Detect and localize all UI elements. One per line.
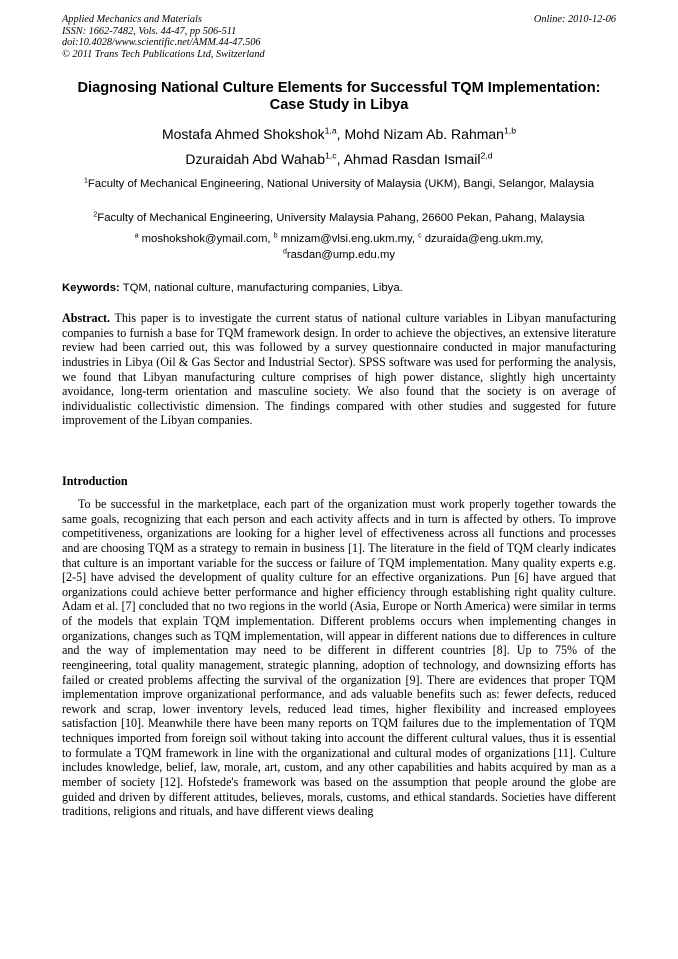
- author-superscript: 2,d: [480, 150, 493, 161]
- email-address: mnizam@vlsi.eng.ukm.my,: [280, 233, 415, 245]
- introduction-paragraph: To be successful in the marketplace, each part of the organization must work properly together towards the same goals, recognizing that each person and each activity affects and in turn is affected by others. To improve competitiveness, organizations are looking for a higher level of effectiveness across all functions and processes and are choosing TQM as a strategy to remain in business [1]. The literature in the field of TQM clearly indicates that culture is an important variable for the success or failure of TQM implementation. Many quality experts e.g. [2-5] have advised the development of quality culture for an effective organizations. Pun [6] have argued that organizations could achieve better performance and higher efficiency through establishing right quality culture. Adam et al. [7] concluded that no two regions in the world (Asia, Europe or North America) were similar in terms of the models that explain TQM implementation. Different problems occurs when implementing changes in organizations, changes such as TQM implementation, will appear in different nations due to differences in culture and the way of implementation may need to be different in different countries [8]. Up to 75% of the reengineering, total quality management, strategic planning, adoption of technology, and downsizing efforts has failed or created problems affecting the survival of the organization [9]. There are evidences that proper TQM implementation improve organizational performance, and ads valuable benefits such as: fewer defects, reduced rework and scrap, lower inventory levels, reduced lead times, higher flexibility and increased employees satisfaction [10]. Meanwhile there have been many reports on TQM failures due to the implementation of TQM techniques imported from foreign soil without taking into account the different cultural values, thus it is essential to formulate a TQM framework in line with the organizational and cultural modes of organizations [11]. Culture includes knowledge, belief, law, morale, art, custom, and any other capabilities and habits acquired by man as a member of society [12]. Hofstede's framework was based on the assumption that people around the globe are guided and driven by different attitudes, believes, morals, customs, and ethical standards. Societies have different traditions, religions and rituals, and have different views dealing: [62, 497, 616, 819]
- keywords-text: TQM, national culture, manufacturing companies, Libya.: [122, 282, 403, 294]
- email-superscript: b: [273, 232, 278, 240]
- journal-header: [62, 14, 616, 60]
- affiliation-superscript: 1: [84, 177, 88, 185]
- email-list: [62, 231, 616, 263]
- author-name: Dzuraidah Abd Wahab: [185, 151, 325, 167]
- author-list: [62, 122, 616, 172]
- affiliation-1: [62, 176, 616, 192]
- journal-name: Applied Mechanics and Materials: [62, 14, 202, 25]
- author-superscript: 1,a: [324, 125, 337, 136]
- paper-title: Diagnosing National Culture Elements for Successful TQM Implementation: Case Study in Libya: [77, 80, 601, 113]
- email-superscript: d: [282, 248, 287, 256]
- issn-line: ISSN: 1662-7482, Vols. 44-47, pp 506-511: [62, 25, 237, 37]
- email-address: rasdan@ump.edu.my: [286, 249, 396, 261]
- affiliation-2: [62, 210, 616, 226]
- keywords-line: [62, 281, 616, 295]
- abstract-label: Abstract.: [62, 311, 111, 325]
- author-superscript: 1,b: [503, 125, 517, 136]
- online-date: Online: 2010-12-06: [533, 14, 616, 25]
- author-name: Ahmad Rasdan Ismail: [343, 151, 481, 167]
- author-superscript: 1,c: [324, 150, 337, 161]
- doi-line: doi:10.4028/www.scientific.net/AMM.44-47.506: [62, 37, 261, 48]
- introduction-heading: Introduction: [62, 474, 128, 488]
- affiliation-text: Faculty of Mechanical Engineering, National University of Malaysia (UKM), Bangi, Selangor, Malaysia: [87, 178, 594, 190]
- author-name: Mohd Nizam Ab. Rahman: [344, 126, 504, 142]
- author-line: Dzuraidah Abd Wahab$^{1,c}$, Ahmad Rasdan Ismail$^{2,d}$: [185, 150, 493, 167]
- affiliation-superscript: 2: [93, 211, 98, 219]
- author-name: Mostafa Ahmed Shokshok: [161, 126, 325, 142]
- email-address: moshokshok@ymail.com,: [141, 233, 271, 245]
- email-address: dzuraida@eng.ukm.my,: [424, 233, 544, 245]
- author-line: Mostafa Ahmed Shokshok$^{1,a}$, Mohd Nizam Ab. Rahman$^{1,b}$: [161, 125, 517, 142]
- email-superscript: c: [418, 232, 422, 240]
- keywords-label: Keywords:: [62, 282, 120, 294]
- copyright-line: © 2011 Trans Tech Publications Ltd, Switzerland: [62, 48, 265, 60]
- abstract-paragraph: [62, 311, 616, 428]
- abstract-text: This paper is to investigate the current status of national culture variables in Libyan manufacturing companies to furnish a base for TQM framework design. In order to achieve the objectives, an extensive literature review had been carried out, this was followed by a survey questionnaire conducted in major manufacturing industries in Libya (Oil & Gas Sector and Industrial Sector). SPSS software was used for performing the analysis, we found that Libyan manufacturing culture comprises of high power distance, slightly high uncertainty avoidance, long-term orientation and masculine society. We also found that the society is on average of individualistic collectivistic dimension. The findings compared with other studies and suggested for future improvement of the Libyan companies.: [62, 311, 616, 428]
- email-superscript: a: [134, 232, 139, 240]
- affiliation-text: Faculty of Mechanical Engineering, University Malaysia Pahang, 26600 Pekan, Pahang, Malaysia: [97, 212, 585, 224]
